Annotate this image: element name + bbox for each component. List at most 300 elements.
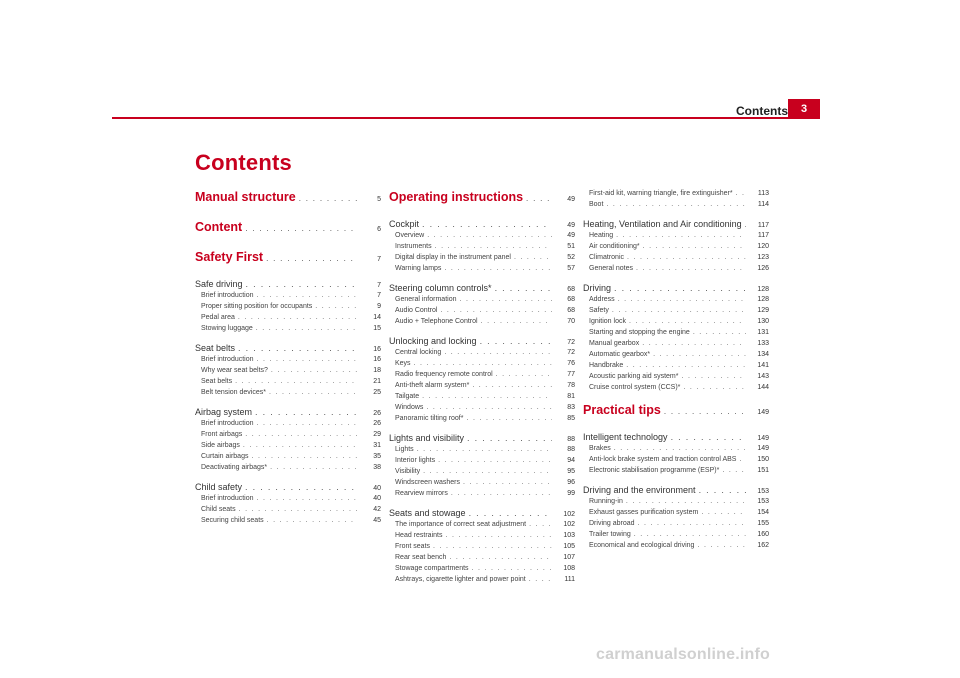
toc-entry-page: 68	[567, 296, 575, 303]
toc-entry-page: 72	[567, 339, 575, 346]
toc-entry-label: Securing child seats	[201, 517, 264, 524]
toc-item-row[interactable]	[389, 521, 575, 532]
toc-entry-label: Operating instructions	[389, 190, 524, 204]
dot-leader	[642, 340, 746, 347]
toc-entry-label: Safety First	[195, 250, 264, 264]
toc-entry-page: 26	[373, 420, 381, 427]
toc-entry-label: Seats and stowage	[389, 508, 466, 518]
toc-entry-label: Economical and ecological driving	[589, 542, 695, 549]
toc-entry-page: 25	[373, 389, 381, 396]
toc-item-row[interactable]	[583, 384, 769, 395]
dot-leader	[472, 565, 552, 572]
toc-major-row[interactable]	[389, 190, 575, 212]
toc-item-row[interactable]	[583, 232, 769, 243]
toc-entry-label: Visibility	[395, 468, 421, 475]
toc-entry-page: 149	[757, 409, 769, 416]
dot-leader	[414, 360, 552, 367]
toc-entry-label: Proper sitting position for occupants	[201, 303, 313, 310]
toc-entry-label: Brakes	[589, 445, 611, 452]
toc-sec-row[interactable]	[195, 482, 381, 495]
toc-item-row[interactable]	[195, 325, 381, 336]
dot-leader	[629, 318, 746, 325]
dot-leader	[269, 389, 358, 396]
dot-leader	[451, 490, 552, 497]
toc-entry-page: 151	[757, 467, 769, 474]
toc-entry-label: Brief introduction	[201, 292, 254, 299]
page-title: Contents	[195, 150, 292, 175]
dot-leader	[299, 194, 358, 203]
toc-entry-label: Keys	[395, 360, 411, 367]
toc-entry-page: 40	[373, 485, 381, 492]
dot-leader	[664, 407, 746, 416]
dot-leader	[496, 371, 552, 378]
toc-major-row[interactable]	[195, 250, 381, 272]
toc-sec-row[interactable]	[195, 407, 381, 420]
toc-sec-row[interactable]	[583, 485, 769, 498]
toc-entry-label: Lights	[395, 446, 414, 453]
toc-item-row[interactable]	[195, 303, 381, 314]
toc-item-row[interactable]	[389, 232, 575, 243]
toc-entry-page: 5	[377, 196, 381, 203]
dot-leader	[636, 265, 746, 272]
toc-item-row[interactable]	[389, 307, 575, 318]
toc-entry-label: Audio Control	[395, 307, 438, 314]
toc-item-row[interactable]	[389, 457, 575, 468]
toc-item-row[interactable]	[195, 356, 381, 367]
toc-entry-page: 52	[567, 254, 575, 261]
toc-entry-label: Audio + Telephone Control	[395, 318, 478, 325]
dot-leader	[472, 382, 552, 389]
toc-entry-page: 128	[757, 286, 769, 293]
dot-leader	[444, 265, 552, 272]
toc-entry-label: Interior lights	[395, 457, 436, 464]
dot-leader	[270, 464, 358, 471]
toc-entry-page: 31	[373, 442, 381, 449]
dot-leader	[529, 576, 552, 583]
toc-entry-label: Intelligent technology	[583, 432, 668, 442]
toc-item-row[interactable]	[389, 371, 575, 382]
dot-leader	[445, 532, 552, 539]
toc-item-row[interactable]	[583, 498, 769, 509]
toc-item-row[interactable]	[389, 265, 575, 276]
toc-item-row[interactable]	[583, 362, 769, 373]
toc-major-row[interactable]	[195, 190, 381, 212]
dot-leader	[526, 194, 552, 203]
toc-column-3	[583, 190, 769, 553]
toc-entry-label: Side airbags	[201, 442, 240, 449]
dot-leader	[736, 190, 746, 197]
toc-sec-row[interactable]	[195, 343, 381, 356]
toc-entry-label: Rear seat bench	[395, 554, 447, 561]
toc-entry-label: Air conditioning*	[589, 243, 640, 250]
dot-leader	[245, 482, 358, 492]
toc-entry-page: 134	[757, 351, 769, 358]
header-title: Contents	[736, 104, 788, 118]
toc-entry-label: Anti-lock brake system and traction control ABS	[589, 456, 737, 463]
toc-entry-label: Stowage compartments	[395, 565, 469, 572]
toc-entry-label: Warning lamps	[395, 265, 442, 272]
toc-item-row[interactable]	[583, 201, 769, 212]
toc-entry-page: 149	[757, 445, 769, 452]
toc-entry-page: 42	[373, 506, 381, 513]
toc-entry-page: 111	[564, 576, 575, 583]
toc-major-row[interactable]	[583, 403, 769, 425]
toc-entry-label: Deactivating airbags*	[201, 464, 268, 471]
toc-entry-label: Practical tips	[583, 403, 661, 417]
toc-item-row[interactable]	[195, 378, 381, 389]
toc-entry-label: Safety	[589, 307, 609, 314]
toc-entry-label: Manual structure	[195, 190, 296, 204]
toc-column-2	[389, 190, 575, 587]
toc-entry-label: Manual gearbox	[589, 340, 640, 347]
toc-entry-page: 51	[567, 243, 575, 250]
dot-leader	[257, 356, 358, 363]
toc-entry-page: 102	[563, 511, 575, 518]
toc-item-row[interactable]	[583, 265, 769, 276]
dot-leader	[627, 254, 746, 261]
toc-entry-page: 88	[567, 436, 575, 443]
toc-entry-label: The importance of correct seat adjustment	[395, 521, 527, 528]
toc-entry-label: Front airbags	[201, 431, 243, 438]
toc-entry-page: 85	[567, 415, 575, 422]
toc-entry-label: Heating, Ventilation and Air conditioning	[583, 219, 742, 229]
toc-item-row[interactable]	[389, 532, 575, 543]
toc-sec-row[interactable]	[195, 279, 381, 292]
toc-item-row[interactable]	[583, 542, 769, 553]
dot-leader	[626, 498, 746, 505]
toc-entry-page: 38	[373, 464, 381, 471]
toc-item-row[interactable]	[583, 456, 769, 467]
dot-leader	[444, 349, 552, 356]
toc-item-row[interactable]	[195, 506, 381, 517]
toc-item-row[interactable]	[195, 420, 381, 431]
dot-leader	[243, 442, 358, 449]
toc-entry-page: 143	[757, 373, 769, 380]
toc-item-row[interactable]	[389, 490, 575, 501]
toc-entry-label: Pedal area	[201, 314, 235, 321]
dot-leader	[618, 296, 746, 303]
toc-entry-page: 154	[757, 509, 769, 516]
toc-entry-label: Boot	[589, 201, 604, 208]
toc-item-row[interactable]	[195, 453, 381, 464]
toc-item-row[interactable]	[583, 351, 769, 362]
toc-entry-page: 57	[567, 265, 575, 272]
toc-item-row[interactable]	[389, 468, 575, 479]
toc-item-row[interactable]	[583, 531, 769, 542]
toc-entry-label: Safe driving	[195, 279, 243, 289]
dot-leader	[634, 531, 746, 538]
toc-entry-page: 14	[373, 314, 381, 321]
dot-leader	[267, 517, 358, 524]
toc-entry-page: 21	[373, 378, 381, 385]
dot-leader	[681, 373, 746, 380]
toc-entry-page: 129	[757, 307, 769, 314]
toc-entry-page: 131	[757, 329, 769, 336]
toc-entry-label: Central locking	[395, 349, 442, 356]
toc-entry-page: 9	[377, 303, 381, 310]
toc-entry-page: 70	[567, 318, 575, 325]
toc-entry-page: 49	[567, 222, 575, 229]
toc-major-row[interactable]	[195, 220, 381, 242]
dot-leader	[417, 446, 552, 453]
toc-item-row[interactable]	[389, 296, 575, 307]
toc-entry-label: Seat belts	[195, 343, 236, 353]
header-rule	[112, 117, 820, 119]
toc-item-row[interactable]	[389, 382, 575, 393]
dot-leader	[612, 307, 746, 314]
toc-entry-label: Brief introduction	[201, 356, 254, 363]
toc-entry-page: 40	[373, 495, 381, 502]
toc-entry-page: 153	[757, 498, 769, 505]
toc-sec-row[interactable]	[389, 433, 575, 446]
toc-item-row[interactable]	[583, 307, 769, 318]
toc-entry-label: Automatic gearbox*	[589, 351, 651, 358]
dot-leader	[643, 243, 746, 250]
toc-entry-label: Curtain airbags	[201, 453, 249, 460]
toc-item-row[interactable]	[389, 318, 575, 329]
toc-item-row[interactable]	[389, 479, 575, 490]
toc-item-row[interactable]	[389, 576, 575, 587]
toc-entry-label: General notes	[589, 265, 633, 272]
toc-sec-row[interactable]	[389, 283, 575, 296]
dot-leader	[616, 232, 746, 239]
toc-item-row[interactable]	[583, 445, 769, 456]
dot-leader	[422, 219, 552, 229]
toc-entry-label: Seat belts	[201, 378, 233, 385]
page-number: 3	[788, 99, 820, 119]
dot-leader	[745, 219, 746, 229]
dot-leader	[251, 453, 358, 460]
toc-entry-label: Lights and visibility	[389, 433, 465, 443]
toc-item-row[interactable]	[389, 554, 575, 565]
dot-leader	[683, 384, 746, 391]
toc-entry-page: 117	[757, 222, 769, 229]
toc-entry-label: Instruments	[395, 243, 432, 250]
toc-item-row[interactable]	[583, 467, 769, 478]
toc-entry-label: Cruise control system (CCS)*	[589, 384, 681, 391]
toc-sec-row[interactable]	[389, 508, 575, 521]
toc-entry-label: Running-in	[589, 498, 623, 505]
toc-entry-page: 103	[563, 532, 575, 539]
dot-leader	[440, 307, 552, 314]
dot-leader	[529, 521, 552, 528]
toc-entry-page: 96	[567, 479, 575, 486]
toc-item-row[interactable]	[583, 329, 769, 340]
toc-entry-page: 6	[377, 226, 381, 233]
toc-item-row[interactable]	[195, 314, 381, 325]
toc-item-row[interactable]	[195, 389, 381, 400]
toc-entry-label: First-aid kit, warning triangle, fire extinguisher*	[589, 190, 733, 197]
dot-leader	[255, 407, 358, 417]
toc-entry-page: 117	[757, 232, 769, 239]
toc-entry-page: 16	[373, 356, 381, 363]
dot-leader	[739, 456, 746, 463]
toc-entry-page: 35	[373, 453, 381, 460]
toc-item-row[interactable]	[583, 190, 769, 201]
toc-column-1	[195, 190, 381, 528]
toc-item-row[interactable]	[583, 520, 769, 531]
toc-entry-page: 49	[567, 232, 575, 239]
toc-entry-label: Acoustic parking aid system*	[589, 373, 679, 380]
toc-item-row[interactable]	[583, 243, 769, 254]
dot-leader	[480, 336, 552, 346]
toc-entry-page: 162	[757, 542, 769, 549]
toc-entry-page: 45	[373, 517, 381, 524]
dot-leader	[245, 224, 358, 233]
toc-entry-page: 99	[567, 490, 575, 497]
toc-entry-page: 7	[377, 256, 381, 263]
dot-leader	[614, 283, 746, 293]
toc-entry-label: Windows	[395, 404, 424, 411]
toc-entry-label: Driving	[583, 283, 612, 293]
dot-leader	[449, 554, 552, 561]
toc-entry-page: 81	[567, 393, 575, 400]
dot-leader	[699, 485, 746, 495]
dot-leader	[469, 508, 552, 518]
toc-sec-row[interactable]	[389, 336, 575, 349]
toc-entry-page: 29	[373, 431, 381, 438]
toc-entry-page: 155	[757, 520, 769, 527]
toc-entry-page: 83	[567, 404, 575, 411]
toc-entry-label: Exhaust gasses purification system	[589, 509, 699, 516]
toc-item-row[interactable]	[389, 349, 575, 360]
toc-item-row[interactable]	[389, 243, 575, 254]
dot-leader	[653, 351, 746, 358]
toc-entry-page: 150	[757, 456, 769, 463]
toc-entry-page: 126	[757, 265, 769, 272]
toc-item-row[interactable]	[195, 292, 381, 303]
toc-entry-label: Handbrake	[589, 362, 624, 369]
toc-item-row[interactable]	[583, 509, 769, 520]
toc-entry-page: 120	[757, 243, 769, 250]
watermark: carmanualsonline.info	[596, 646, 771, 663]
toc-item-row[interactable]	[389, 393, 575, 404]
toc-entry-page: 133	[757, 340, 769, 347]
toc-entry-label: Heating	[589, 232, 614, 239]
toc-entry-page: 113	[757, 190, 769, 197]
toc-entry-label: Electronic stabilisation programme (ESP)*	[589, 467, 720, 474]
toc-entry-label: Content	[195, 220, 243, 234]
dot-leader	[722, 467, 746, 474]
toc-entry-page: 94	[567, 457, 575, 464]
toc-entry-label: Belt tension devices*	[201, 389, 266, 396]
toc-entry-label: Driving and the environment	[583, 485, 696, 495]
dot-leader	[697, 542, 746, 549]
toc-entry-page: 144	[757, 384, 769, 391]
toc-sec-row[interactable]	[389, 219, 575, 232]
toc-entry-label: Front seats	[395, 543, 431, 550]
toc-entry-label: Brief introduction	[201, 495, 254, 502]
dot-leader	[463, 479, 552, 486]
toc-item-row[interactable]	[389, 565, 575, 576]
toc-entry-label: General information	[395, 296, 457, 303]
dot-leader	[238, 343, 358, 353]
toc-entry-page: 72	[567, 349, 575, 356]
dot-leader	[271, 367, 358, 374]
toc-item-row[interactable]	[389, 543, 575, 554]
toc-entry-page: 153	[757, 488, 769, 495]
toc-item-row[interactable]	[583, 340, 769, 351]
toc-entry-label: Airbag system	[195, 407, 253, 417]
dot-leader	[266, 254, 358, 263]
toc-item-row[interactable]	[389, 415, 575, 426]
toc-entry-page: 95	[567, 468, 575, 475]
toc-item-row[interactable]	[195, 517, 381, 528]
toc-entry-page: 141	[757, 362, 769, 369]
toc-entry-page: 15	[373, 325, 381, 332]
toc-entry-page: 114	[757, 201, 769, 208]
toc-item-row[interactable]	[195, 367, 381, 378]
toc-entry-label: Digital display in the instrument panel	[395, 254, 511, 261]
toc-sec-row[interactable]	[583, 283, 769, 296]
toc-entry-label: Head restraints	[395, 532, 443, 539]
toc-item-row[interactable]	[389, 446, 575, 457]
toc-entry-page: 105	[563, 543, 575, 550]
toc-item-row[interactable]	[583, 318, 769, 329]
toc-entry-page: 160	[757, 531, 769, 538]
dot-leader	[701, 509, 746, 516]
toc-entry-page: 68	[567, 286, 575, 293]
toc-entry-page: 18	[373, 367, 381, 374]
toc-entry-label: Why wear seat belts?	[201, 367, 268, 374]
toc-entry-page: 76	[567, 360, 575, 367]
dot-leader	[235, 378, 358, 385]
toc-entry-label: Windscreen washers	[395, 479, 460, 486]
toc-entry-page: 16	[373, 346, 381, 353]
toc-item-row[interactable]	[583, 296, 769, 307]
toc-item-row[interactable]	[389, 360, 575, 371]
toc-item-row[interactable]	[389, 254, 575, 265]
toc-entry-label: Address	[589, 296, 615, 303]
toc-entry-page: 102	[563, 521, 575, 528]
toc-sec-row[interactable]	[583, 219, 769, 232]
toc-item-row[interactable]	[195, 495, 381, 506]
dot-leader	[423, 468, 552, 475]
toc-entry-label: Unlocking and locking	[389, 336, 477, 346]
dot-leader	[638, 520, 746, 527]
toc-entry-page: 7	[377, 292, 381, 299]
dot-leader	[239, 506, 358, 513]
toc-entry-label: Ignition lock	[589, 318, 626, 325]
toc-entry-label: Anti-theft alarm system*	[395, 382, 470, 389]
toc-entry-label: Tailgate	[395, 393, 420, 400]
toc-item-row[interactable]	[195, 442, 381, 453]
toc-item-row[interactable]	[583, 373, 769, 384]
toc-entry-label: Radio frequency remote control	[395, 371, 493, 378]
toc-entry-label: Overview	[395, 232, 425, 239]
toc-entry-label: Panoramic tilting roof*	[395, 415, 464, 422]
toc-item-row[interactable]	[195, 431, 381, 442]
toc-entry-label: Climatronic	[589, 254, 625, 261]
dot-leader	[495, 283, 552, 293]
dot-leader	[422, 393, 552, 400]
toc-entry-page: 78	[567, 382, 575, 389]
toc-entry-label: Trailer towing	[589, 531, 631, 538]
toc-item-row[interactable]	[389, 404, 575, 415]
dot-leader	[435, 243, 552, 250]
dot-leader	[238, 314, 358, 321]
toc-entry-page: 68	[567, 307, 575, 314]
dot-leader	[459, 296, 552, 303]
toc-entry-page: 49	[567, 196, 575, 203]
toc-sec-row[interactable]	[583, 432, 769, 445]
toc-entry-label: Rearview mirrors	[395, 490, 448, 497]
toc-entry-page: 108	[563, 565, 575, 572]
toc-item-row[interactable]	[195, 464, 381, 475]
toc-item-row[interactable]	[583, 254, 769, 265]
dot-leader	[426, 404, 552, 411]
dot-leader	[514, 254, 552, 261]
